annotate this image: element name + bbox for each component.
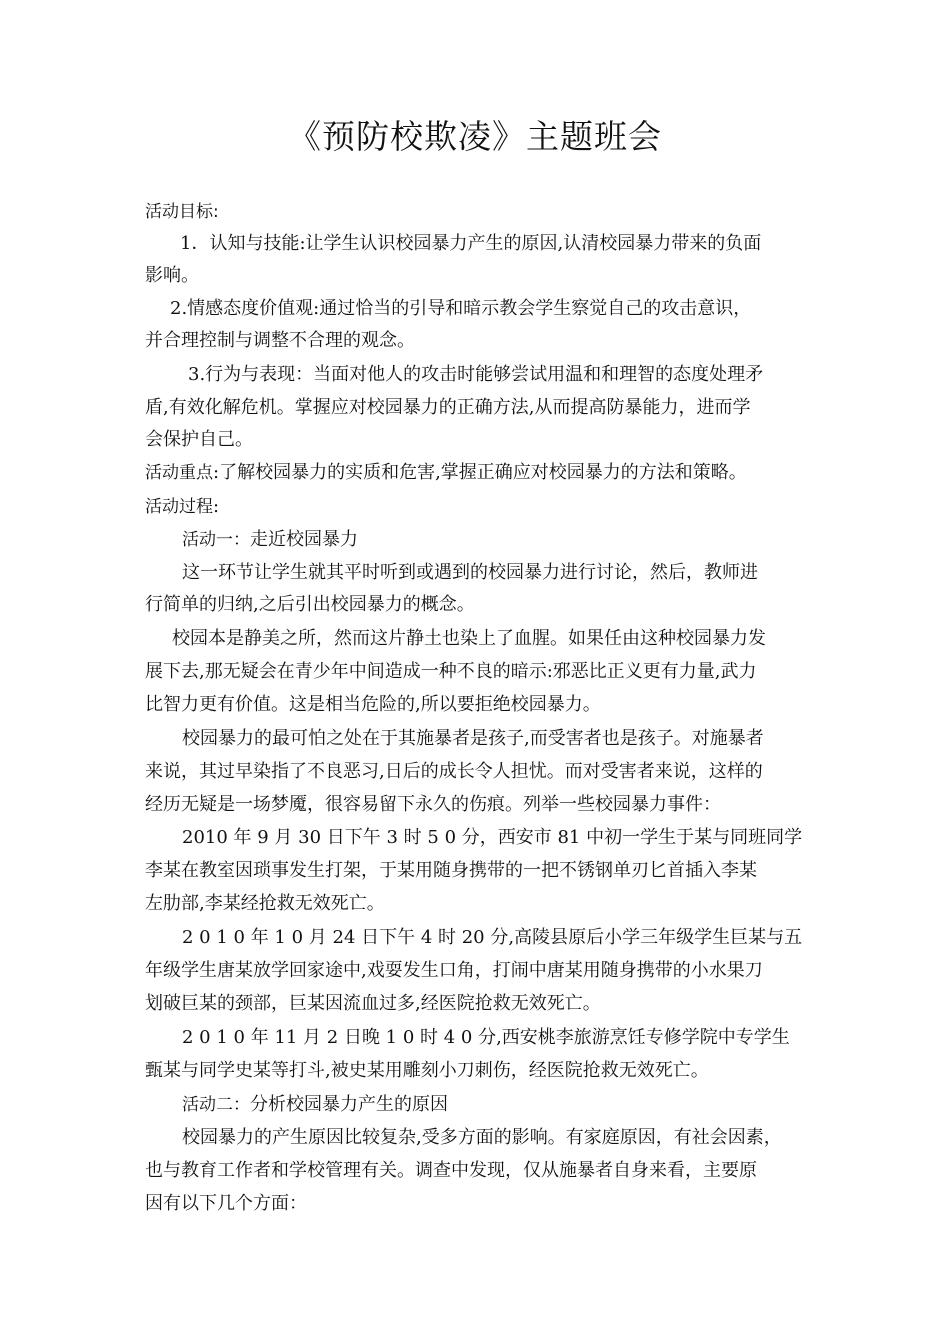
activity1-para3-line-3: 经历无疑是一场梦魇，很容易留下永久的伤痕。列举一些校园暴力事件： (145, 794, 721, 815)
goal-item-2-line-2: 并合理控制与调整不合理的观念。 (145, 330, 415, 351)
activity2-para1-line-3: 因有以下几个方面： (145, 1193, 307, 1214)
activity2-label: 活动二： (182, 1095, 250, 1115)
activity1-heading (182, 527, 358, 553)
process-heading: 活动过程 (145, 497, 213, 517)
activity1-para3-line-2: 来说，其过早染指了不良恶习,日后的成长令人担忧。而对受害者来说，这样的 (145, 761, 763, 782)
activity1-para1-line-2: 行简单的归纳,之后引出校园暴力的概念。 (145, 594, 475, 615)
goal-item-2-line-1: 2.情感态度价值观:通过恰当的引导和暗示教会学生察觉自己的攻击意识， (170, 298, 752, 319)
activity1-para2-line-2: 展下去,那无疑会在青少年中间造成一种不良的暗示:邪恶比正义更有力量,武力 (145, 661, 757, 682)
activity2-para1-line-2: 也与教育工作者和学校管理有关。调查中发现，仅从施暴者自身来看，主要原 (145, 1160, 757, 1181)
activity2-heading (182, 1092, 448, 1118)
focus-text: :了解校园暴力的实质和危害,掌握正确应对校园暴力的方法和策略。 (213, 462, 747, 483)
focus-heading: 活动重点 (145, 463, 213, 483)
activity1-para2-line-1: 校园本是静美之所，然而这片静土也染上了血腥。如果任由这种校园暴力发 (172, 628, 766, 649)
goal-item-3-line-3: 会保护自己。 (145, 429, 253, 450)
goal-item-3-line-1: 3.行为与表现：当面对他人的攻击时能够尝试用温和和理智的态度处理矛 (188, 364, 764, 385)
activity1-para2-line-3: 比智力更有价值。这是相当危险的,所以要拒绝校园暴力。 (145, 694, 601, 715)
case2-line-1: 2 0 1 0 年 1 0 月 24 日下午 4 时 20 分,高陵县原后小学三年级学生巨某与五 (182, 927, 803, 948)
activity2-para1-line-1: 校园暴力的产生原因比较复杂,受多方面的影响。有家庭原因，有社会因素， (182, 1127, 782, 1148)
case1-line-1: 2010 年 9 月 30 日下午 3 时 5 0 分，西安市 81 中初一学生于某与同班同学 (182, 827, 803, 848)
case1-line-2: 李某在教室因琐事发生打架，于某用随身携带的一把不锈钢单刃匕首插入李某 (145, 860, 757, 881)
case3-line-1: 2 0 1 0 年 11 月 2 日晚 1 0 时 4 0 分,西安桃李旅游烹饪专修学院中专学生 (182, 1027, 790, 1048)
goal-item-1-line-2: 影响。 (145, 265, 199, 286)
activity1-para3-line-1: 校园暴力的最可怕之处在于其施暴者是孩子,而受害者也是孩子。对施暴者 (182, 728, 764, 749)
activity2-title: 分析校园暴力产生的原因 (250, 1094, 448, 1115)
activity1-title: 走近校园暴力 (250, 529, 358, 550)
case2-line-2: 年级学生唐某放学回家途中,戏耍发生口角，打闹中唐某用随身携带的小水果刀 (145, 960, 763, 981)
activity1-para1-line-1: 这一环节让学生就其平时听到或遇到的校园暴力进行讨论，然后，教师进 (182, 562, 758, 583)
goals-heading: 活动目标: (145, 202, 219, 222)
process-colon: : (213, 496, 220, 517)
focus-line (145, 460, 747, 486)
case2-line-3: 划破巨某的颈部，巨某因流血过多,经医院抢救无效死亡。 (145, 993, 601, 1014)
goal-item-3-line-2: 盾,有效化解危机。掌握应对校园暴力的正确方法,从而提高防暴能力，进而学 (145, 397, 751, 418)
activity1-label: 活动一： (182, 530, 250, 550)
case3-line-2: 甄某与同学史某等打斗,被史某用雕刻小刀刺伤，经医院抢救无效死亡。 (145, 1060, 709, 1081)
page-title: 《预防校欺凌》主题班会 (288, 117, 662, 156)
case1-line-3: 左肋部,李某经抢救无效死亡。 (145, 893, 385, 914)
process-line (145, 494, 219, 520)
goal-item-1-line-1: 1．认知与技能:让学生认识校园暴力产生的原因,认清校园暴力带来的负面 (180, 233, 762, 254)
